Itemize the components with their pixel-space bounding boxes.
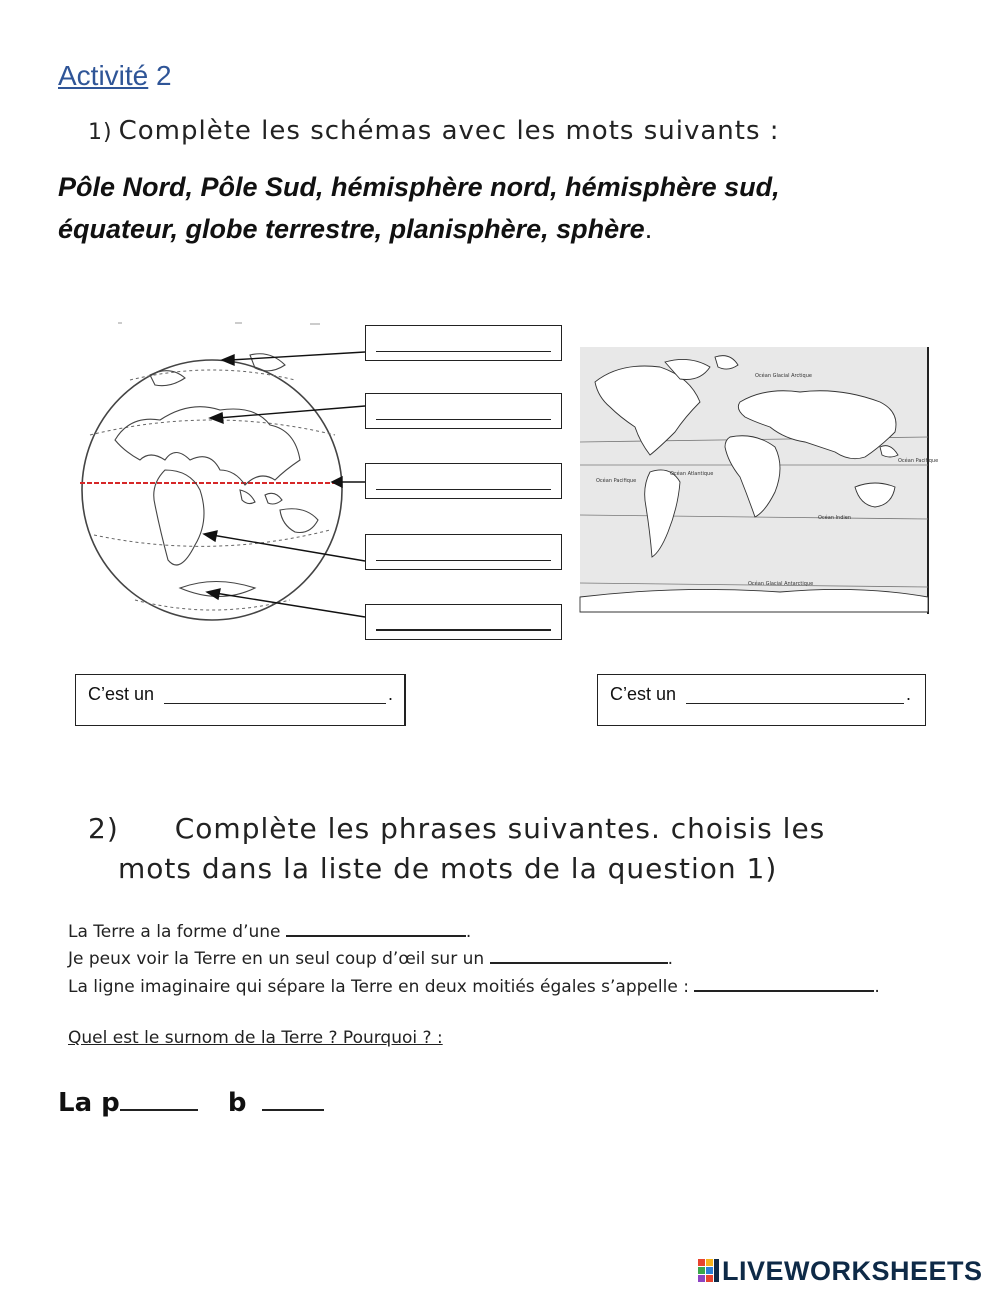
question-2-line-2: mots dans la liste de mots de la question 1): [118, 852, 778, 885]
sentence-2: [68, 946, 673, 969]
caption-globe-prefix: C’est un: [88, 684, 155, 704]
world-map: [580, 347, 939, 614]
sentence-1: [68, 919, 471, 942]
sentence-1-blank[interactable]: [286, 919, 466, 937]
globe-diagram: [70, 320, 370, 650]
liveworksheets-logo: [698, 1256, 983, 1287]
sentence-2-blank[interactable]: [490, 946, 668, 964]
map-label-arctic: Océan Glacial Arctique: [755, 373, 812, 379]
sentence-3: [68, 974, 880, 997]
underline: [376, 629, 551, 631]
sentence-1-prefix: La Terre a la forme d’une: [68, 922, 281, 942]
word-list-period: .: [644, 214, 653, 244]
word-list-line-1: Pôle Nord, Pôle Sud, hémisphère nord, hémisphère sud,: [58, 172, 780, 202]
sentence-3-blank[interactable]: [694, 974, 874, 992]
map-label-indian: Océan Indien: [818, 515, 852, 521]
question-1: [88, 116, 780, 146]
liveworksheets-logo-text: LIVEWORKSHEETS: [722, 1256, 983, 1286]
map-label-atlantic: Océan Atlantique: [670, 471, 714, 477]
question-2-text-1: Complète les phrases suivantes. choisis les: [174, 812, 826, 845]
sentence-3-prefix: La ligne imaginaire qui sépare la Terre en deux moitiés égales s’appelle :: [68, 977, 689, 997]
globe-label-box-3[interactable]: [365, 463, 562, 499]
globe-label-box-1[interactable]: [365, 325, 562, 361]
caption-map-prefix: C’est un: [610, 684, 677, 704]
answer-line: [58, 1088, 324, 1118]
answer-blank-2[interactable]: [262, 1089, 324, 1111]
activity-title-word: Activité: [58, 60, 149, 91]
underline: [376, 419, 551, 420]
globe-label-box-2[interactable]: [365, 393, 562, 429]
answer-part-2: b: [227, 1088, 247, 1118]
underline: [376, 489, 551, 490]
activity-title: [58, 60, 172, 92]
question-1-text: Complète les schémas avec les mots suivants :: [118, 116, 780, 146]
map-label-antarctic: Océan Glacial Antarctique: [748, 581, 814, 587]
underline: [376, 560, 551, 561]
globe-label-box-5[interactable]: [365, 604, 562, 640]
sentence-2-period: .: [667, 949, 673, 969]
caption-globe-blank[interactable]: [164, 703, 386, 704]
activity-title-number: 2: [148, 60, 172, 91]
sentence-3-period: .: [874, 977, 880, 997]
map-label-pacific-right: Océan Pacifique: [898, 458, 939, 464]
question-1-number: 1): [88, 120, 113, 145]
liveworksheets-logo-icon: [698, 1259, 720, 1283]
question-2-line-1: [88, 812, 825, 845]
caption-globe-period: .: [388, 684, 394, 704]
question-3: Quel est le surnom de la Terre ? Pourquoi ? :: [68, 1028, 443, 1048]
word-list-line-2-text: équateur, globe terrestre, planisphère, sphère: [58, 214, 645, 244]
sentence-2-prefix: Je peux voir la Terre en un seul coup d’œil sur un: [68, 949, 485, 969]
answer-part-1: La p: [58, 1088, 120, 1118]
caption-box-map[interactable]: [597, 674, 926, 726]
underline: [376, 351, 551, 352]
globe-label-box-4[interactable]: [365, 534, 562, 570]
globe-outline: [82, 360, 342, 620]
caption-box-globe[interactable]: [75, 674, 406, 726]
answer-blank-1[interactable]: [120, 1089, 198, 1111]
question-2-number: 2): [88, 812, 119, 845]
map-label-pacific-left: Océan Pacifique: [596, 478, 637, 484]
sentence-1-period: .: [465, 922, 472, 942]
caption-map-blank[interactable]: [686, 703, 904, 704]
caption-map-period: .: [906, 684, 912, 704]
word-list-line-2: [58, 214, 652, 245]
